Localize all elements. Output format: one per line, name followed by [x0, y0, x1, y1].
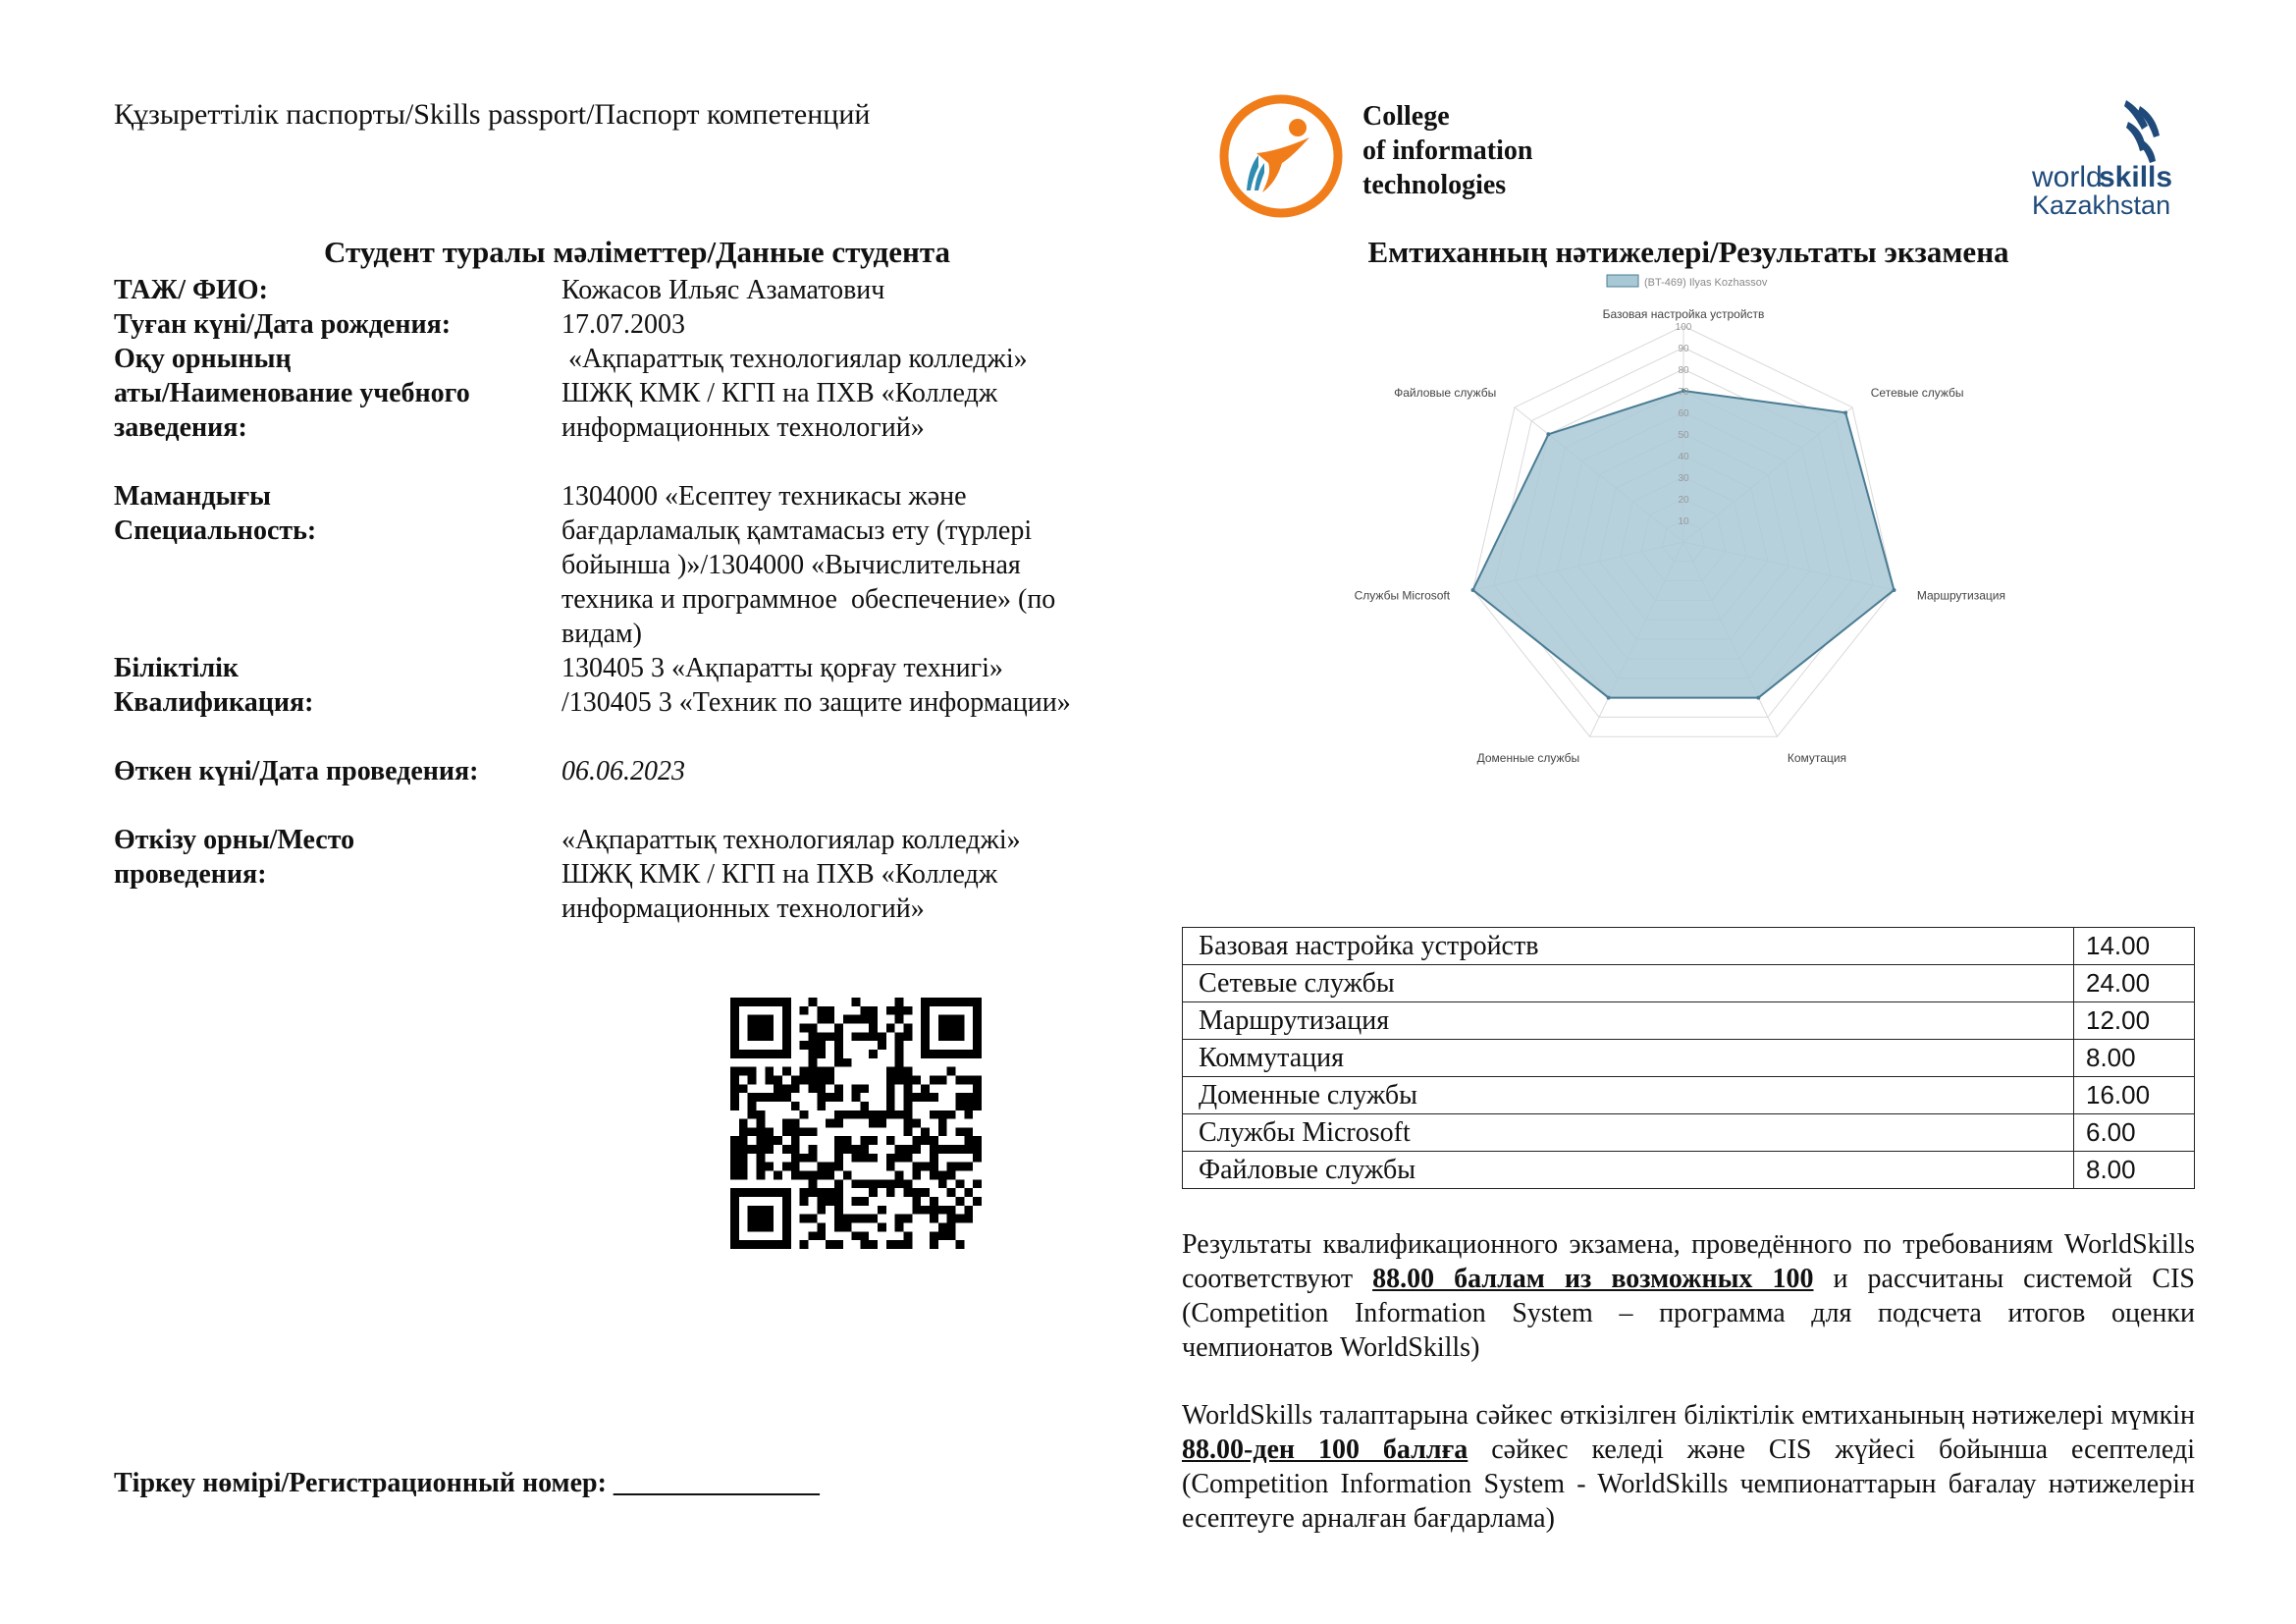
field-fio	[114, 273, 1174, 307]
legend-label: (BT-469) Ilyas Kozhassov	[1644, 277, 1768, 289]
value-line: видам)	[561, 619, 642, 649]
result-kz-part: WorldSkills талаптарына сәйкес өткізілген біліктілік емтиханының нәтижелері мүмкін	[1182, 1400, 2195, 1431]
field-value	[561, 273, 1150, 307]
college-name	[1362, 99, 1532, 202]
score-module: Коммутация	[1183, 1040, 2074, 1077]
score-value: 12.00	[2074, 1002, 2195, 1040]
value-line: «Ақпараттық технологиялар колледжі»	[561, 825, 1021, 855]
field-label	[114, 651, 561, 720]
field-value	[561, 754, 1150, 788]
data-point	[1892, 588, 1896, 592]
field-label	[114, 823, 561, 926]
value-line: бағдарламалық қамтамасыз ету (түрлері	[561, 515, 1033, 546]
score-module: Файловые службы	[1183, 1152, 2074, 1189]
value-line: /130405 3 «Техник по защите информации»	[561, 687, 1071, 718]
field-label	[114, 479, 561, 651]
score-value: 14.00	[2074, 928, 2195, 965]
label-line: проведения:	[114, 859, 267, 890]
label-line: Өткен күні/Дата проведения:	[114, 756, 479, 786]
result-ru-score: 88.00 баллам из возможных 100	[1372, 1264, 1814, 1294]
label-line: Туған күні/Дата рождения:	[114, 309, 452, 340]
result-text-ru	[1182, 1227, 2195, 1365]
worldskills-world: world	[2032, 161, 2103, 193]
field-value	[561, 651, 1150, 720]
score-module: Маршрутизация	[1183, 1002, 2074, 1040]
qr-code[interactable]	[730, 998, 982, 1249]
score-row	[1183, 928, 2195, 965]
tick-label: 50	[1678, 430, 1689, 441]
score-row	[1183, 1152, 2195, 1189]
score-row	[1183, 1114, 2195, 1152]
axis-label: Сетевые службы	[1870, 385, 1964, 400]
value-line: техника и программное обеспечение» (по	[561, 584, 1056, 615]
tick-label: 90	[1678, 344, 1689, 354]
label-line: Біліктілік	[114, 653, 240, 683]
score-module: Сетевые службы	[1183, 965, 2074, 1002]
label-line: Квалификация:	[114, 687, 314, 718]
college-name-line: technologies	[1362, 170, 1507, 200]
field-value	[561, 479, 1150, 651]
data-point	[1471, 588, 1475, 592]
legend-swatch	[1607, 275, 1638, 287]
axis-label: Файловые службы	[1394, 385, 1497, 400]
field-exam-date	[114, 754, 1174, 788]
label-line: заведения:	[114, 412, 247, 443]
label-line: ТАЖ/ ФИО:	[114, 275, 268, 305]
axis-label: Базовая настройка устройств	[1602, 307, 1765, 321]
field-birthdate	[114, 307, 1174, 342]
value-line: 130405 3 «Ақпаратты қорғау технигі»	[561, 653, 1003, 683]
field-exam-place	[114, 823, 1174, 926]
score-value: 8.00	[2074, 1040, 2195, 1077]
score-row	[1183, 965, 2195, 1002]
score-value: 8.00	[2074, 1152, 2195, 1189]
result-text-kz	[1182, 1398, 2195, 1536]
field-label	[114, 754, 561, 788]
tick-label: 60	[1678, 408, 1689, 419]
result-kz-score: 88.00-ден 100 баллға	[1182, 1435, 1468, 1465]
score-value: 16.00	[2074, 1077, 2195, 1114]
axis-label: Комутация	[1787, 750, 1847, 765]
results-radar-chart	[1335, 273, 2110, 774]
data-point	[1843, 410, 1847, 414]
value-line: информационных технологий»	[561, 893, 925, 924]
field-label	[114, 273, 561, 307]
data-point	[1607, 696, 1611, 700]
exam-section-heading: Емтиханның нәтижелері/Результаты экзамена	[1367, 235, 2009, 269]
value-line: Кожасов Ильяс Азаматович	[561, 275, 885, 305]
scores-table	[1182, 927, 2195, 1189]
score-module: Базовая настройка устройств	[1183, 928, 2074, 965]
tick-label: 30	[1678, 473, 1689, 484]
college-name-line: of information	[1362, 135, 1533, 166]
score-value: 6.00	[2074, 1114, 2195, 1152]
value-line: 1304000 «Есептеу техникасы және	[561, 481, 967, 512]
student-section-heading: Студент туралы мәліметтер/Данные студента	[324, 235, 950, 269]
label-line: Өткізу орны/Место	[114, 825, 355, 855]
worldskills-country: Kazakhstan	[2032, 190, 2171, 218]
label-line: Оқу орнының	[114, 344, 292, 374]
value-line: бойынша )»/1304000 «Вычислительная	[561, 550, 1021, 580]
worldskills-skills: skills	[2099, 161, 2173, 193]
score-value: 24.00	[2074, 965, 2195, 1002]
value-line: ШЖҚ КМК / КГП на ПХВ «Колледж	[561, 378, 998, 408]
score-module: Доменные службы	[1183, 1077, 2074, 1114]
field-value	[561, 342, 1150, 445]
worldskills-logo	[2030, 96, 2187, 218]
label-line: Мамандығы	[114, 481, 272, 512]
result-kz-part: сәйкес келеді және CIS жүйесі бойынша есептеледі (Competition Information System - WorldSkills чемпионаттарын бағалау нәтижелерін есептеуге арналған бағдарлама)	[1182, 1435, 2195, 1534]
field-value	[561, 823, 1150, 926]
field-value	[561, 307, 1150, 342]
data-point	[1546, 432, 1550, 436]
field-qualification	[114, 651, 1174, 720]
tick-label: 80	[1678, 365, 1689, 376]
field-label	[114, 342, 561, 445]
value-line: информационных технологий»	[561, 412, 925, 443]
tick-label: 100	[1675, 322, 1692, 333]
tick-label: 10	[1678, 516, 1689, 527]
label-line: Специальность:	[114, 515, 317, 546]
tick-label: 40	[1678, 452, 1689, 462]
student-info	[114, 273, 1174, 926]
score-module: Службы Microsoft	[1183, 1114, 2074, 1152]
passport-title: Құзыреттілік паспорты/Skills passport/Паспорт компетенций	[114, 98, 871, 131]
field-institution	[114, 342, 1174, 445]
value-line: 06.06.2023	[561, 756, 685, 786]
field-label	[114, 307, 561, 342]
college-name-line: College	[1362, 101, 1450, 132]
axis-label: Доменные службы	[1476, 750, 1580, 765]
axis-label: Маршрутизация	[1916, 588, 2005, 603]
data-point	[1756, 696, 1760, 700]
value-line: «Ақпараттық технологиялар колледжі»	[561, 344, 1028, 374]
axis-label: Службы Microsoft	[1354, 588, 1451, 603]
score-row	[1183, 1040, 2195, 1077]
score-row	[1183, 1002, 2195, 1040]
result-ru-part: и рассчитаны системой CIS (Competition Information System – программа для подсчета итогов оценки чемпионатов WorldSkills)	[1182, 1264, 2195, 1363]
field-specialty	[114, 479, 1174, 651]
score-row	[1183, 1077, 2195, 1114]
college-logo	[1219, 94, 1343, 218]
label-line: аты/Наименование учебного	[114, 378, 470, 408]
tick-label: 20	[1678, 495, 1689, 506]
value-line: 17.07.2003	[561, 309, 685, 340]
result-ru-part: Результаты квалификационного экзамена, проведённого по требованиям WorldSkills соответствуют	[1182, 1229, 2195, 1294]
tick-label: 70	[1678, 387, 1689, 398]
registration-number: Тіркеу нөмірі/Регистрационный номер: _______________	[114, 1468, 820, 1498]
value-line: ШЖҚ КМК / КГП на ПХВ «Колледж	[561, 859, 998, 890]
